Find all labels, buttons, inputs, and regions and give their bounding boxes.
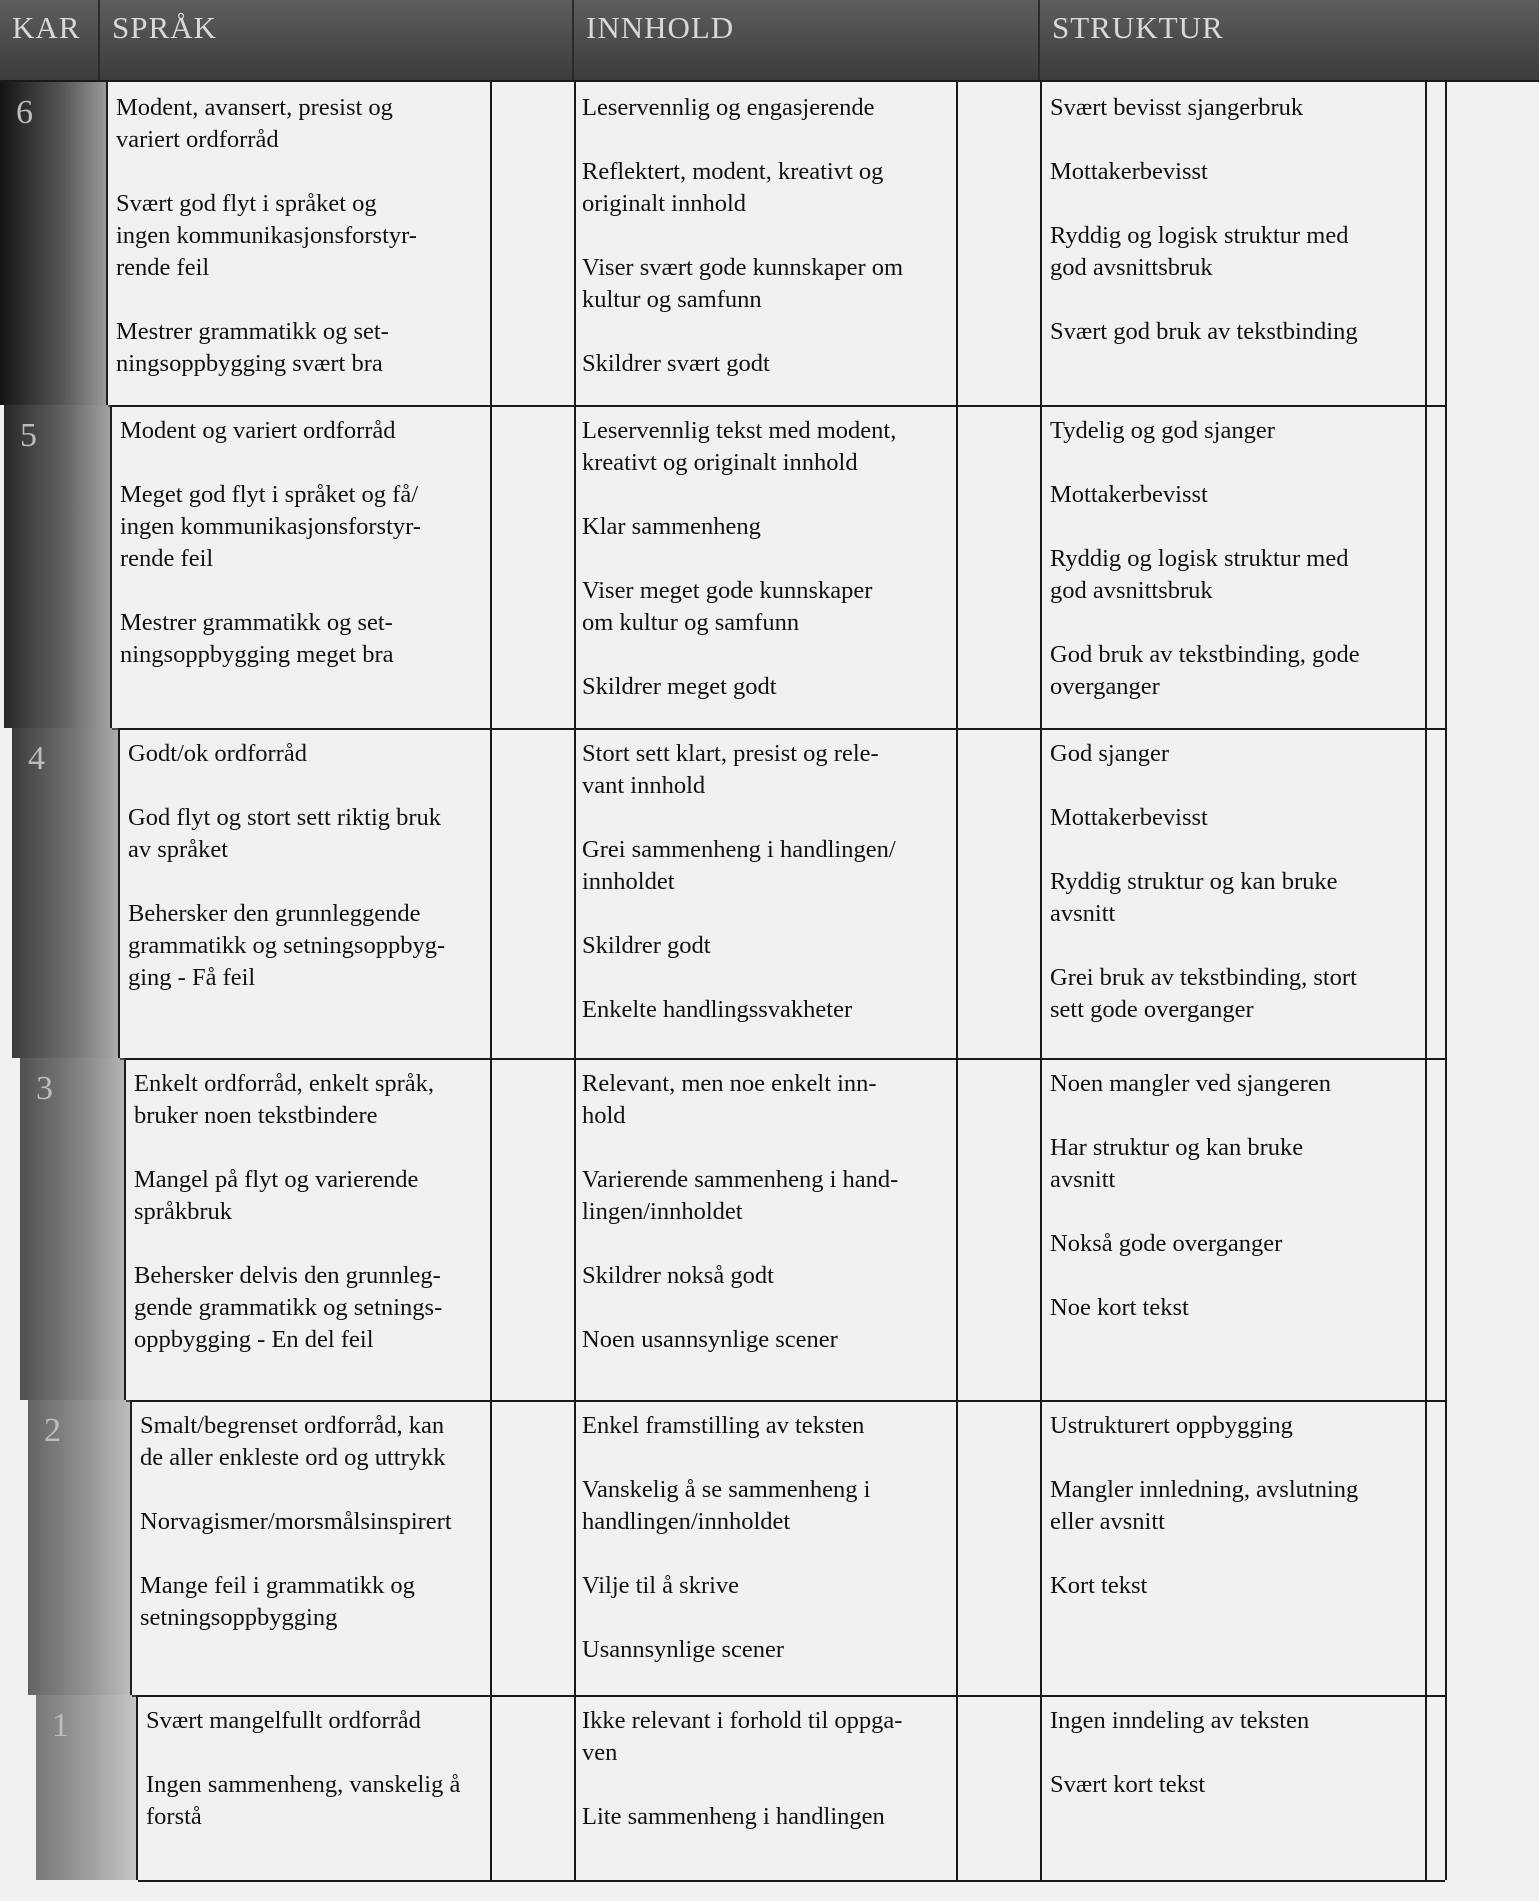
- struktur-cell: [1050, 415, 1419, 703]
- row-divider: [138, 1880, 1445, 1882]
- column-divider: [956, 82, 958, 1880]
- column-divider: [1445, 82, 1447, 1880]
- header-divider: [0, 80, 1539, 82]
- struktur-criterion: Mottakerbevisst: [1050, 804, 1208, 831]
- struktur-criterion: Nokså gode overganger: [1050, 1230, 1283, 1257]
- innhold-cell: [582, 415, 950, 703]
- sprak-criterion: Behersker delvis den grunnleg- gende grammatikk og setnings- oppbygging - En del feil: [134, 1262, 443, 1353]
- struktur-cell: [1050, 1410, 1419, 1602]
- innhold-criterion: Noen usannsynlige scener: [582, 1326, 838, 1353]
- sprak-criterion: Modent og variert ordforråd: [120, 417, 396, 444]
- sprak-cell: [120, 415, 472, 671]
- innhold-criterion: Enkelte handlingssvakheter: [582, 996, 853, 1023]
- innhold-criterion: Enkel framstilling av teksten: [582, 1412, 865, 1439]
- sprak-criterion: Behersker den grunnleggende grammatikk og setningsoppbyg- ging - Få feil: [128, 900, 446, 991]
- row-divider: [112, 728, 1445, 730]
- innhold-criterion: Leservennlig og engasjerende: [582, 94, 875, 121]
- sprak-cell: [134, 1068, 472, 1356]
- struktur-criterion: God sjanger: [1050, 740, 1170, 767]
- grade-cell: 5: [4, 405, 112, 728]
- struktur-cell: [1050, 738, 1419, 1026]
- sprak-criterion: God flyt og stort sett riktig bruk av språket: [128, 804, 442, 863]
- sprak-criterion: Svært mangelfullt ordforråd: [146, 1707, 421, 1734]
- column-divider: [1040, 82, 1042, 1880]
- sprak-criterion: Mangel på flyt og varierende språkbruk: [134, 1166, 419, 1225]
- innhold-cell: [582, 1705, 950, 1833]
- innhold-criterion: Skildrer nokså godt: [582, 1262, 774, 1289]
- sprak-criterion: Svært god flyt i språket og ingen kommunikasjonsforstyr- rende feil: [116, 190, 417, 281]
- innhold-criterion: Vanskelig å se sammenheng i handlingen/innholdet: [582, 1476, 871, 1535]
- innhold-cell: [582, 1068, 950, 1356]
- innhold-cell: [582, 92, 950, 380]
- struktur-criterion: Svært god bruk av tekstbinding: [1050, 318, 1358, 345]
- struktur-criterion: Mangler innledning, avslutning eller avsnitt: [1050, 1476, 1359, 1535]
- innhold-criterion: Vilje til å skrive: [582, 1572, 740, 1599]
- sprak-criterion: Godt/ok ordforråd: [128, 740, 307, 767]
- sprak-cell: [116, 92, 472, 380]
- innhold-criterion: Reflektert, modent, kreativt og originalt innhold: [582, 158, 884, 217]
- struktur-criterion: Mottakerbevisst: [1050, 158, 1208, 185]
- innhold-criterion: Viser svært gode kunnskaper om kultur og samfunn: [582, 254, 904, 313]
- sprak-criterion: Ingen sammenheng, vanskelig å forstå: [146, 1771, 461, 1830]
- struktur-criterion: Ryddig og logisk struktur med god avsnittsbruk: [1050, 545, 1349, 604]
- sprak-cell: [140, 1410, 472, 1634]
- struktur-cell: [1050, 1705, 1419, 1801]
- innhold-criterion: Skildrer svært godt: [582, 350, 770, 377]
- grade-cell: 1: [36, 1695, 138, 1880]
- struktur-criterion: Ingen inndeling av teksten: [1050, 1707, 1310, 1734]
- struktur-cell: [1050, 1068, 1419, 1324]
- grade-cell: 6: [0, 82, 108, 405]
- sprak-criterion: Smalt/begrenset ordforråd, kan de aller enkleste ord og uttrykk: [140, 1412, 446, 1471]
- sprak-cell: [146, 1705, 472, 1833]
- row-divider: [126, 1400, 1445, 1402]
- struktur-criterion: Noen mangler ved sjangeren: [1050, 1070, 1331, 1097]
- innhold-cell: [582, 738, 950, 1026]
- struktur-criterion: Mottakerbevisst: [1050, 481, 1208, 508]
- row-divider: [132, 1695, 1445, 1697]
- struktur-criterion: Ryddig struktur og kan bruke avsnitt: [1050, 868, 1338, 927]
- innhold-criterion: Relevant, men noe enkelt inn- hold: [582, 1070, 877, 1129]
- row-divider: [120, 1058, 1445, 1060]
- struktur-criterion: God bruk av tekstbinding, gode overganger: [1050, 641, 1360, 700]
- struktur-criterion: Tydelig og god sjanger: [1050, 417, 1275, 444]
- struktur-cell: [1050, 92, 1419, 348]
- sprak-criterion: Mestrer grammatikk og set- ningsoppbygging svært bra: [116, 318, 389, 377]
- sprak-criterion: Meget god flyt i språket og få/ ingen kommunikasjonsforstyr- rende feil: [120, 481, 421, 572]
- sprak-criterion: Mange feil i grammatikk og setningsoppbygging: [140, 1572, 415, 1631]
- innhold-criterion: Klar sammenheng: [582, 513, 761, 540]
- struktur-criterion: Grei bruk av tekstbinding, stort sett gode overganger: [1050, 964, 1357, 1023]
- row-divider: [108, 405, 1445, 407]
- column-divider: [1425, 82, 1427, 1880]
- struktur-criterion: Svært kort tekst: [1050, 1771, 1206, 1798]
- innhold-criterion: Viser meget gode kunnskaper om kultur og samfunn: [582, 577, 873, 636]
- column-divider: [574, 82, 576, 1880]
- innhold-criterion: Usannsynlige scener: [582, 1636, 785, 1663]
- struktur-criterion: Svært bevisst sjangerbruk: [1050, 94, 1304, 121]
- header-kar: KAR: [0, 0, 100, 82]
- innhold-criterion: Ikke relevant i forhold til oppga- ven: [582, 1707, 903, 1766]
- innhold-criterion: Skildrer meget godt: [582, 673, 777, 700]
- innhold-cell: [582, 1410, 950, 1666]
- sprak-criterion: Modent, avansert, presist og variert ordforråd: [116, 94, 393, 153]
- grade-cell: 2: [28, 1400, 132, 1695]
- column-divider: [490, 82, 492, 1880]
- struktur-criterion: Kort tekst: [1050, 1572, 1148, 1599]
- grade-cell: 3: [20, 1058, 126, 1400]
- struktur-criterion: Ryddig og logisk struktur med god avsnittsbruk: [1050, 222, 1349, 281]
- struktur-criterion: Noe kort tekst: [1050, 1294, 1189, 1321]
- header-struktur: STRUKTUR: [1040, 0, 1539, 82]
- header-innhold: INNHOLD: [574, 0, 1040, 82]
- sprak-criterion: Norvagismer/morsmålsinspirert: [140, 1508, 452, 1535]
- sprak-criterion: Mestrer grammatikk og set- ningsoppbygging meget bra: [120, 609, 394, 668]
- struktur-criterion: Har struktur og kan bruke avsnitt: [1050, 1134, 1304, 1193]
- sprak-criterion: Enkelt ordforråd, enkelt språk, bruker noen tekstbindere: [134, 1070, 435, 1129]
- innhold-criterion: Lite sammenheng i handlingen: [582, 1803, 885, 1830]
- innhold-criterion: Varierende sammenheng i hand- lingen/innholdet: [582, 1166, 899, 1225]
- sprak-cell: [128, 738, 472, 994]
- header-sprak: SPRÅK: [100, 0, 574, 82]
- innhold-criterion: Grei sammenheng i handlingen/ innholdet: [582, 836, 896, 895]
- innhold-criterion: Stort sett klart, presist og rele- vant innhold: [582, 740, 879, 799]
- innhold-criterion: Skildrer godt: [582, 932, 711, 959]
- grade-cell: 4: [12, 728, 120, 1058]
- struktur-criterion: Ustrukturert oppbygging: [1050, 1412, 1293, 1439]
- innhold-criterion: Leservennlig tekst med modent, kreativt og originalt innhold: [582, 417, 897, 476]
